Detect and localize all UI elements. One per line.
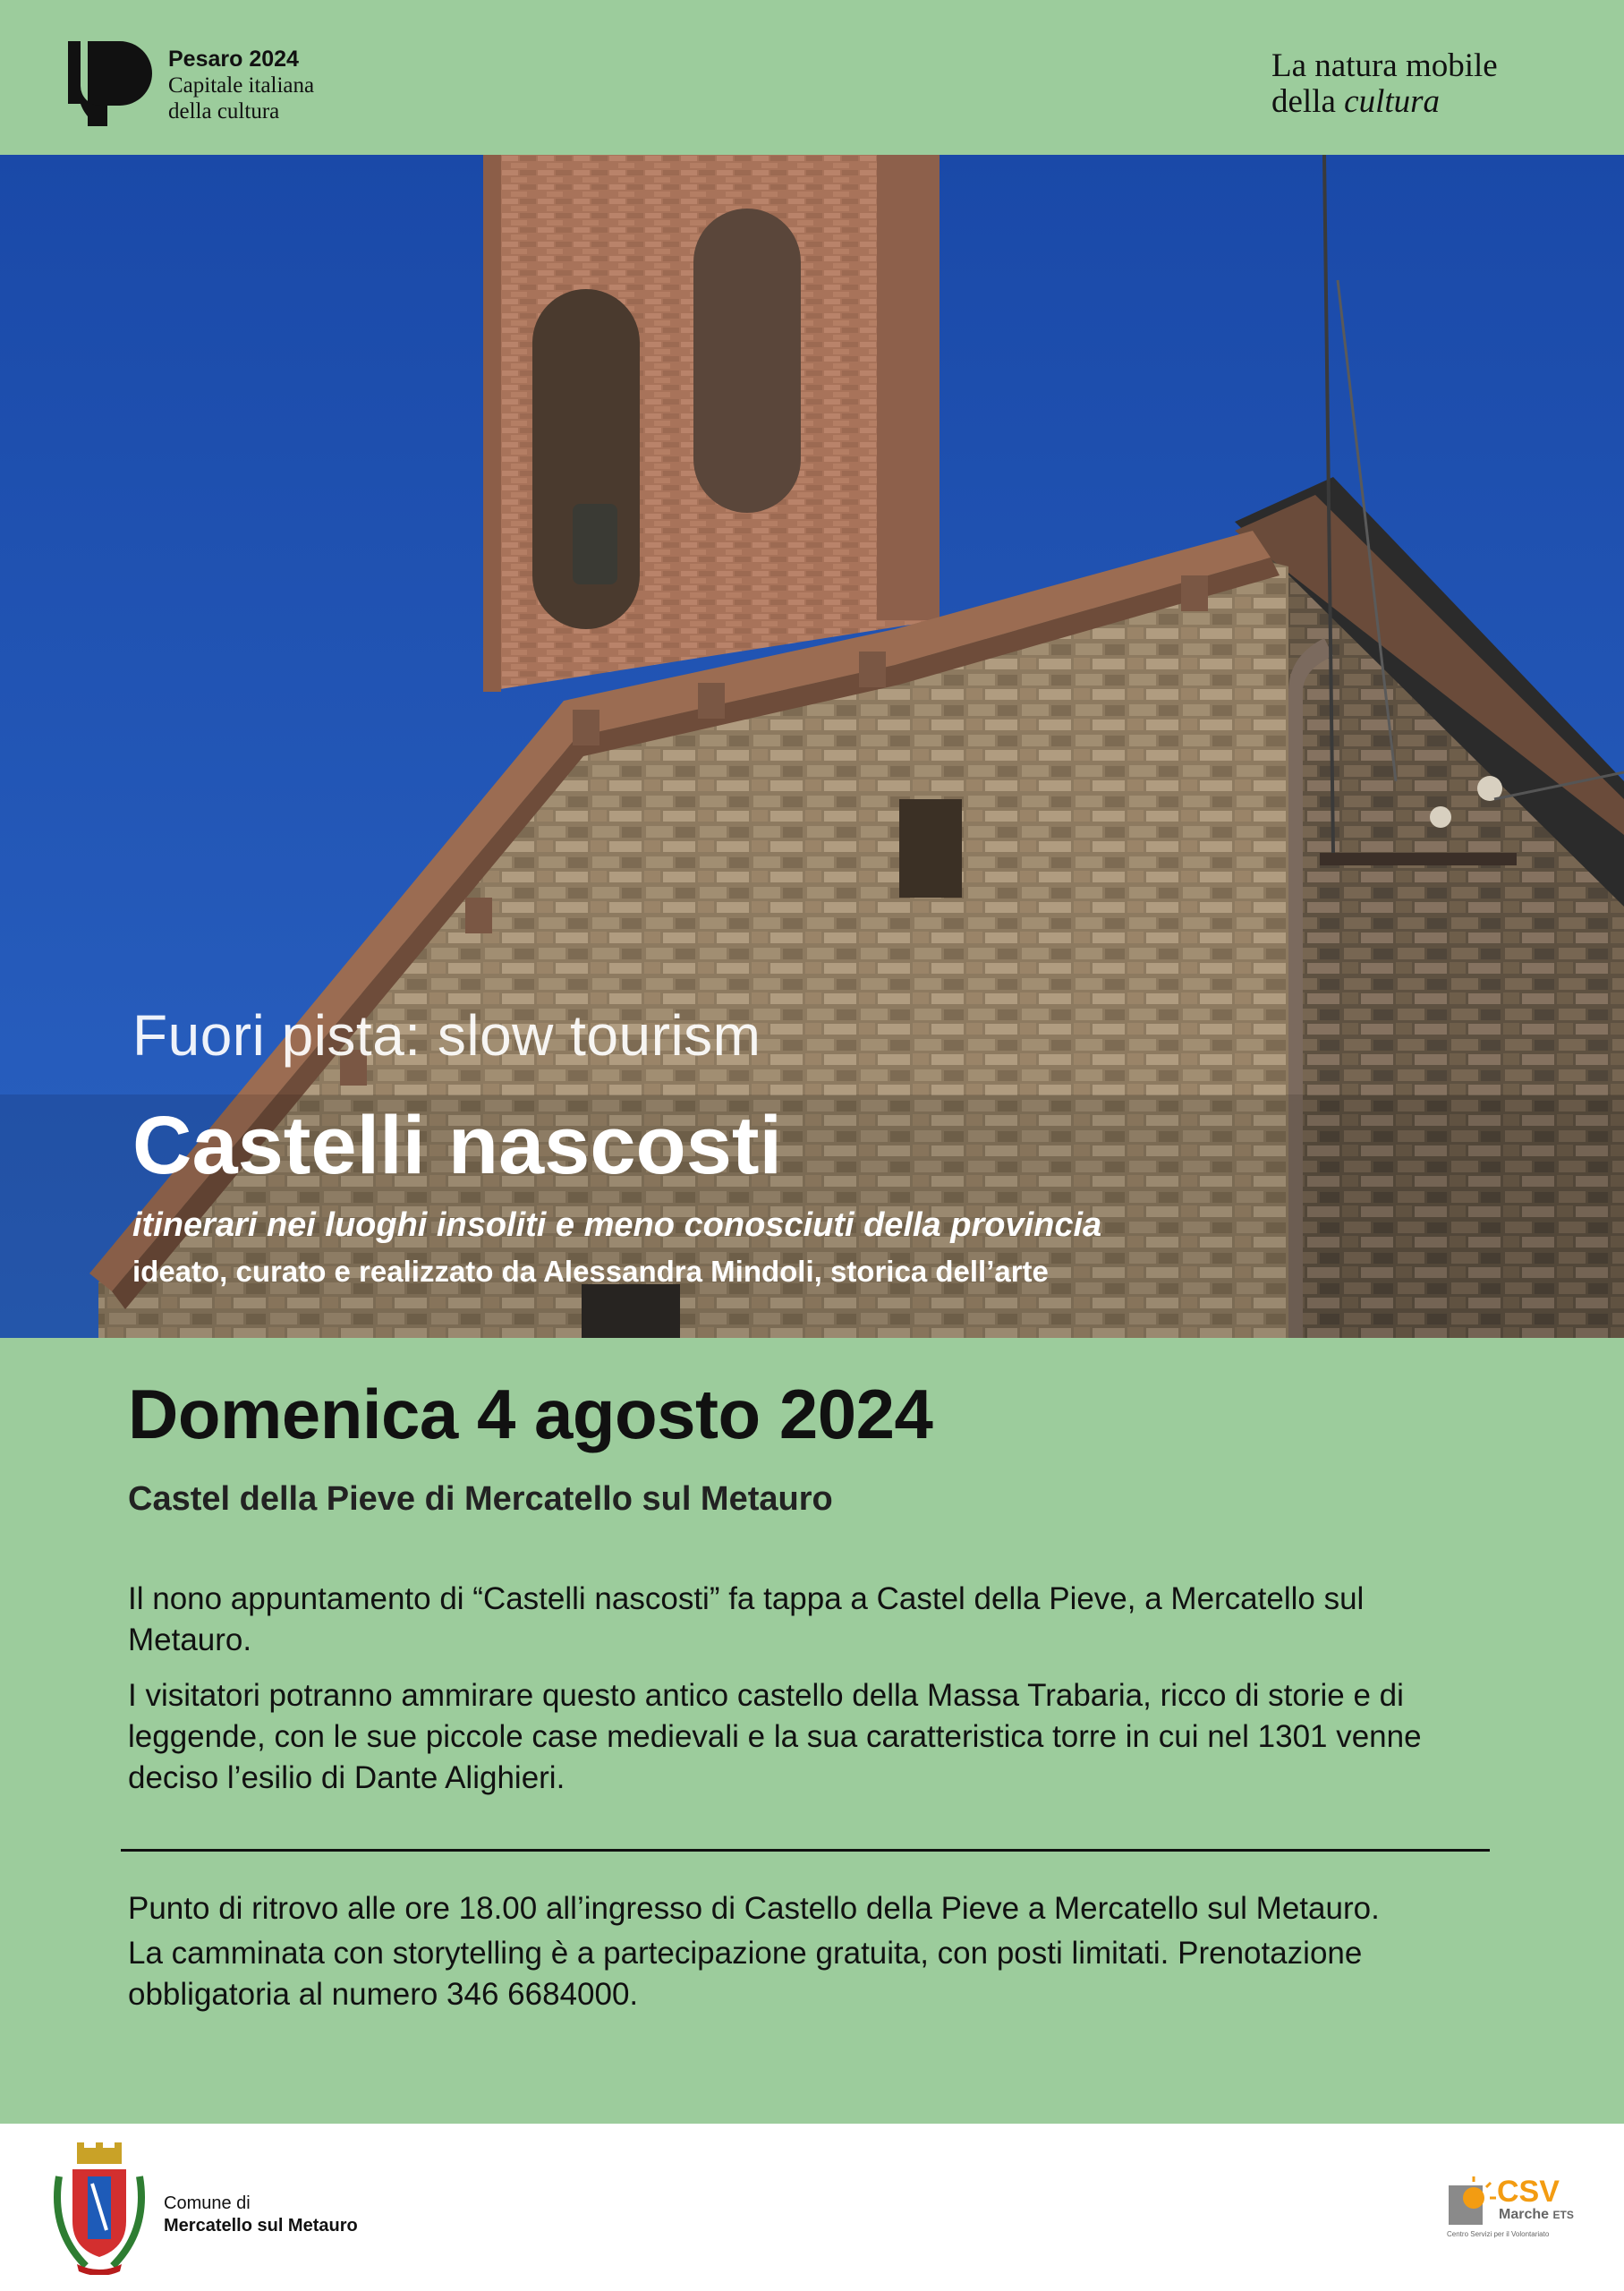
tagline-line-1: La natura mobile — [1271, 47, 1498, 84]
csv-logo — [1447, 2175, 1590, 2246]
comune-crest-icon — [50, 2141, 149, 2275]
tagline-italic: cultura — [1344, 83, 1441, 120]
event-date: Domenica 4 agosto 2024 — [128, 1375, 933, 1453]
booking-info: La camminata con storytelling è a partecipazione gratuita, con posti limitati. Prenotazione obbligatoria al numero 346 6684000. — [128, 1936, 1363, 2012]
brand-block — [168, 47, 314, 124]
brand-year: Pesaro 2024 — [168, 47, 299, 72]
pesaro-2024-logo-icon — [68, 41, 157, 126]
csv-region-text: Marche — [1499, 2207, 1550, 2222]
hero-subtitle: itinerari nei luoghi insoliti e meno conosciuti della provincia — [132, 1206, 1102, 1244]
tagline-prefix: della — [1271, 83, 1345, 120]
event-description-2: I visitatori potranno ammirare questo antico castello della Massa Trabaria, ricco di storie e di leggende, con le sue piccole case medievali e la sua caratteristica torre in cui nel 1301 venne deciso l’esilio di Dante Alighieri. — [128, 1678, 1422, 1795]
csv-name: CSV — [1497, 2175, 1560, 2209]
meeting-point: Punto di ritrovo alle ore 18.00 all’ingresso di Castello della Pieve a Mercatello sul Metauro. — [128, 1891, 1380, 1926]
csv-caption: Centro Servizi per il Volontariato — [1447, 2230, 1550, 2238]
csv-region — [1499, 2207, 1574, 2223]
tagline-line-2 — [1271, 84, 1498, 120]
hero-title: Castelli nascosti — [132, 1100, 783, 1191]
comune-label — [164, 2193, 358, 2237]
hero-eyebrow: Fuori pista: slow tourism — [132, 1003, 761, 1068]
comune-line-1: Comune di — [164, 2193, 251, 2213]
comune-line-2: Mercatello sul Metauro — [164, 2216, 358, 2236]
csv-suffix: ETS — [1552, 2209, 1574, 2221]
hero-credit: ideato, curato e realizzato da Alessandra Mindoli, storica dell’arte — [132, 1255, 1049, 1288]
tagline — [1271, 48, 1498, 120]
brand-line-3: della cultura — [168, 99, 280, 123]
event-place: Castel della Pieve di Mercatello sul Metauro — [128, 1480, 833, 1518]
divider — [121, 1849, 1490, 1852]
event-description-1: Il nono appuntamento di “Castelli nascosti” fa tappa a Castel della Pieve, a Mercatello sul Metauro. — [128, 1581, 1365, 1657]
brand-line-2: Capitale italiana — [168, 73, 315, 98]
